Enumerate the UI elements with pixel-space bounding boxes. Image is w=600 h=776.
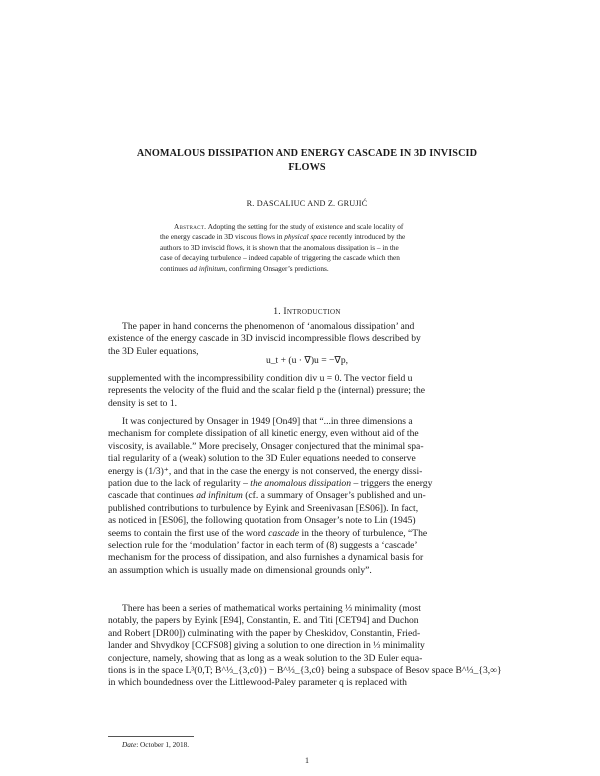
text-line: pation due to the lack of regularity – [108,478,248,490]
paragraph-4 [108,603,506,690]
text-line: in which boundedness over the Littlewood-Paley parameter q is replaced with [108,677,407,689]
abstract [160,222,454,274]
text-line: existence of the energy cascade in 3D inviscid incompressible flows described by [108,333,421,345]
abstract-line: case of decaying turbulence – indeed capable of triggering the cascade which then [160,253,400,263]
authors: R. DASCALIUC AND Z. GRUJIĆ [246,199,368,208]
text-line: lander and Shvydkoy [CCFS08] giving a solution to one direction in ⅓ minimality [108,640,425,652]
text-line: mechanism for complete dissipation of all kinetic energy, even without aid of the [108,428,419,440]
text-line: conjecture, namely, showing that as long as a weak solution to the 3D Euler equa- [108,652,423,664]
text-line: and Robert [DR00]) culminating with the paper by Cheskidov, Constantin, Fried- [108,627,421,639]
text-emphasis: cascade [268,527,300,539]
footnote [122,740,189,749]
text-emphasis: ad infinitum [196,490,243,502]
text-line: selection rule for the ‘modulation’ factor in each term of (8) suggests a ‘cascade’ [108,540,418,552]
text-line: density is set to 1. [108,397,178,409]
abstract-line: authors to 3D inviscid flows, it is shown that the anomalous dissipation is – in the [160,242,399,252]
title-line-1: ANOMALOUS DISSIPATION AND ENERGY CASCADE IN 3D INVISCID [136,148,478,159]
text-line: tions is in the space L³(0,T; B^⅓_{3,c0}) − B^⅓_{3,c0} being a subspace of Besov space B^⅓_{3,∞} [108,665,502,677]
text-line: viscosity, is available.” More precisely, Onsager conjectured that the minimal spa- [108,440,424,452]
footnote-value: : October 1, 2018. [136,740,190,749]
title-line-2: FLOWS [288,162,326,173]
footnote-label: Date [122,740,137,749]
paper-page [108,0,506,776]
paragraph-1 [108,321,506,358]
abstract-line: Adopting the setting for the study of existence and scale locality of [207,222,404,231]
footnote-rule [108,736,194,737]
abstract-line: continues [160,263,188,273]
text-line: There has been a series of mathematical works pertaining ⅓ minimality (most [122,603,421,614]
section-number: 1. [273,306,281,317]
text-line: The paper in hand concerns the phenomenon of ‘anomalous dissipation’ and [122,321,415,332]
text-emphasis: the anomalous dissipation [250,478,352,490]
text-line: tial regularity of a (weak) solution to the 3D Euler equations needed to conserve [108,453,416,465]
euler-equation: u_t + (u · ∇)u = −∇p, [265,355,349,366]
text-line: – triggers the energy [353,478,433,490]
text-line: published contributions to turbulence by Eyink and Sreenivasan [ES06]). In fact, [108,502,419,514]
text-line: energy is (1/3)⁺, and that in the case the energy is not conserved, the energy dissi- [108,465,423,477]
text-line: (cf. a summary of Onsager’s published and un- [245,490,426,502]
text-line: cascade that continues [108,490,194,502]
text-line: an assumption which is usually made on dimensional grounds only”. [108,564,372,576]
text-line: It was conjectured by Onsager in 1949 [On49] that “...in three dimensions a [122,416,413,427]
arxiv-stamp [13,190,43,590]
paragraph-3 [108,416,506,577]
text-line: seems to contain the first use of the word [108,527,266,539]
text-line: notably, the papers by Eyink [E94], Constantin, E. and Titi [CET94] and Duchon [108,615,419,627]
abstract-emphasis: physical space [284,232,328,242]
text-line: as noticed in [ES06], the following quotation from Onsager’s note to Lin (1945) [108,515,416,527]
text-line: represents the velocity of the fluid and the scalar field p the (internal) pressure; the [108,385,426,397]
text-line: the 3D Euler equations, [108,345,199,357]
paragraph-2 [108,373,506,410]
page-number: 1 [305,756,309,765]
section-heading [108,306,506,317]
section-title: Introduction [283,306,341,317]
text-line: in the theory of turbulence, “The [301,527,428,539]
text-line: supplemented with the incompressibility condition div u = 0. The vector field u [108,373,413,384]
abstract-emphasis: ad infinitum [189,263,226,273]
paper-title [108,147,506,175]
abstract-line: , confirming Onsager’s predictions. [225,263,329,273]
text-line: mechanism for the process of dissipation, and also furnishes a dynamical basis for [108,552,424,564]
abstract-label: Abstract. [174,222,207,231]
abstract-line: the energy cascade in 3D viscous flows in [160,232,283,242]
abstract-line: recently introduced by the [328,232,406,242]
